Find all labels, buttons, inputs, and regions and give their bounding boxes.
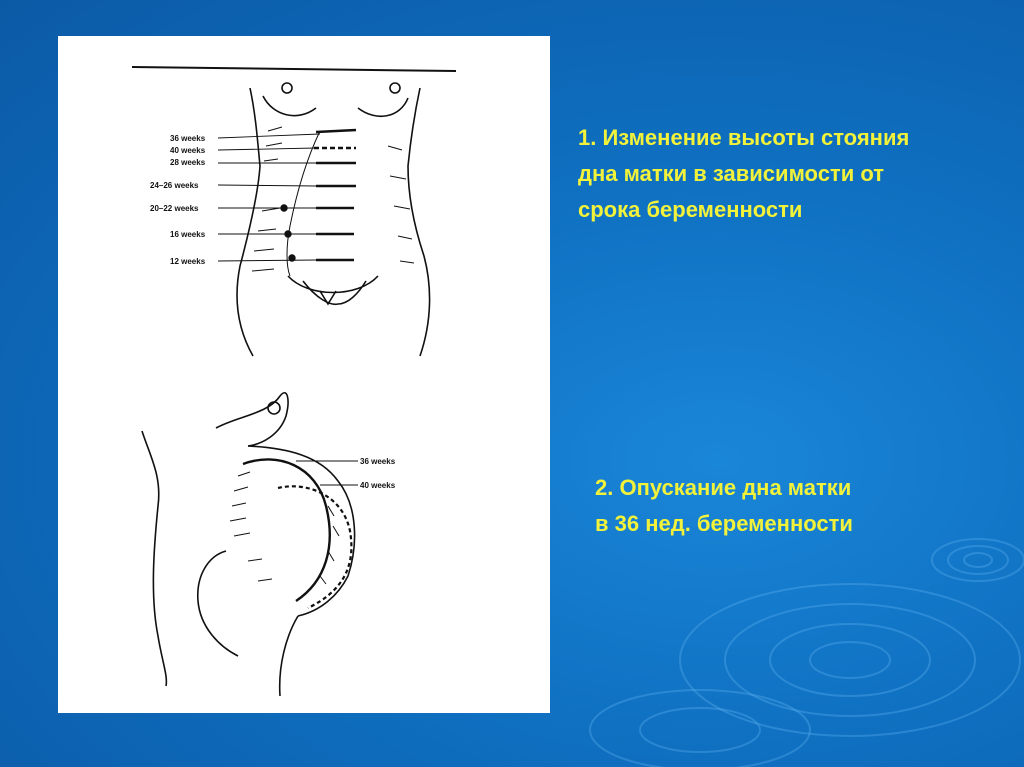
caption-1-line-2: дна матки в зависимости от — [578, 161, 885, 186]
label-front-20-22-weeks: 20–22 weeks — [150, 204, 199, 213]
caption-fundus-descent — [595, 470, 1015, 542]
front-view-fundus-levels — [282, 130, 357, 261]
side-view-fundus-curves — [243, 459, 351, 608]
label-front-12-weeks: 12 weeks — [170, 257, 206, 266]
caption-1-line-1: 1. Изменение высоты стояния — [578, 125, 910, 150]
label-front-28-weeks: 28 weeks — [170, 158, 206, 167]
caption-2-line-2: в 36 нед. беременности — [595, 511, 853, 536]
uterine-fundus-height-illustration — [58, 36, 550, 713]
caption-2-line-1: 2. Опускание дна матки — [595, 475, 852, 500]
caption-fundus-height-change — [578, 120, 1018, 228]
label-front-16-weeks: 16 weeks — [170, 230, 206, 239]
anatomy-figure-panel — [58, 36, 550, 713]
label-front-24-26-weeks: 24–26 weeks — [150, 181, 199, 190]
side-view-torso — [142, 393, 355, 696]
label-side-40-weeks: 40 weeks — [360, 481, 396, 490]
caption-1-line-3: срока беременности — [578, 197, 803, 222]
label-front-36-weeks: 36 weeks — [170, 134, 206, 143]
label-front-40-weeks: 40 weeks — [170, 146, 206, 155]
label-side-36-weeks: 36 weeks — [360, 457, 396, 466]
front-view-leader-lines — [218, 134, 320, 261]
